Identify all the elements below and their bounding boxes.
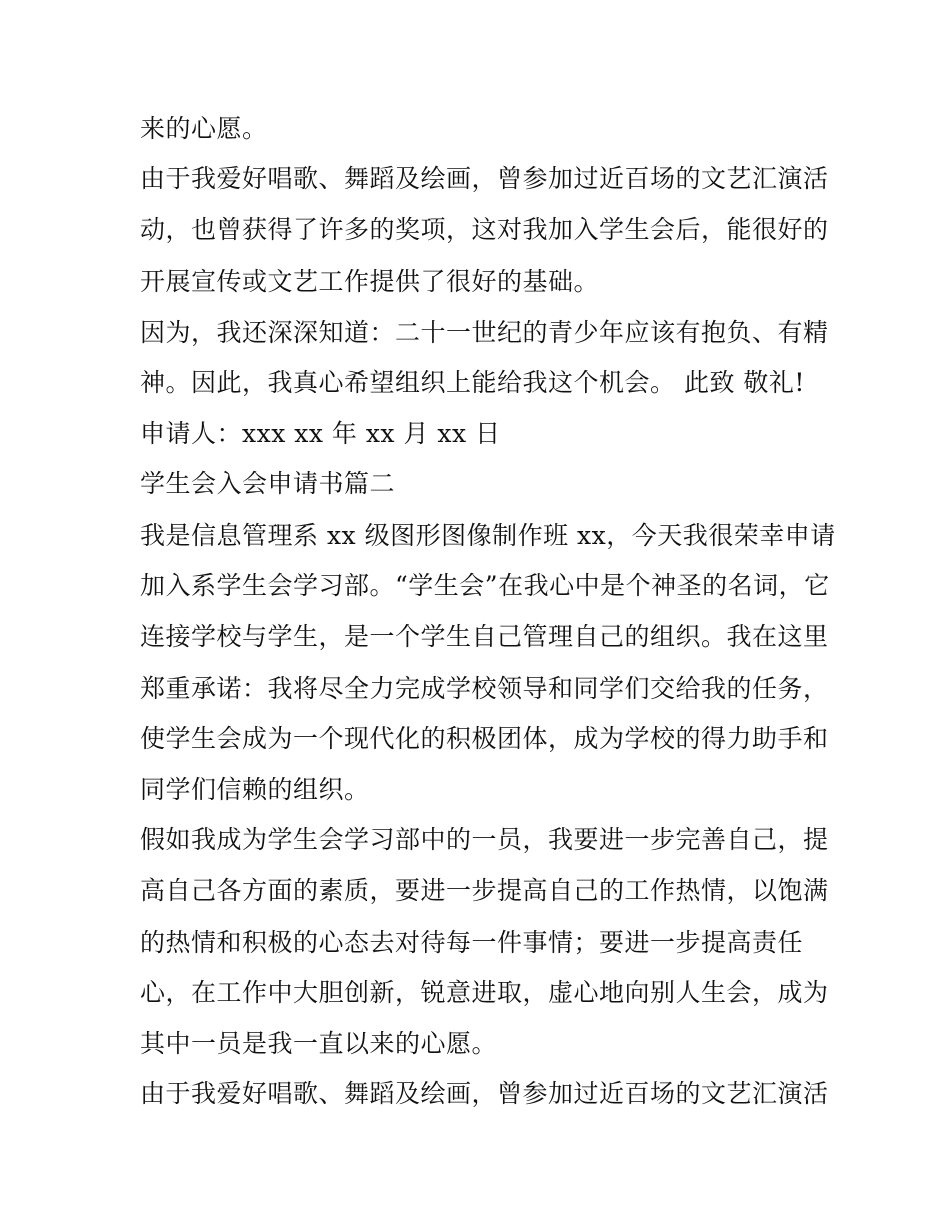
text-line: 郑重承诺：我将尽全力完成学校领导和同学们交给我的任务， xyxy=(140,674,829,703)
text-line: 其中一员是我一直以来的心愿。 xyxy=(140,1029,498,1058)
text-line: 加入系学生会学习部。“学生会”在我心中是个神圣的名词，它 xyxy=(140,571,830,600)
text-line: 动，也曾获得了许多的奖项，这对我加入学生会后，能很好的 xyxy=(140,215,829,244)
text-line: 连接学校与学生，是一个学生自己管理自己的组织。我在这里 xyxy=(140,622,829,651)
text-line: 我是信息管理系 xx 级图形图像制作班 xx，今天我很荣幸申请 xyxy=(140,521,836,550)
text-line: 申请人：xxx xx 年 xx 月 xx 日 xyxy=(140,419,501,448)
text-line: 假如我成为学生会学习部中的一员，我要进一步完善自己，提 xyxy=(140,825,829,854)
text-line: 心，在工作中大胆创新，锐意进取，虚心地向别人生会，成为 xyxy=(140,978,829,1007)
text-line: 由于我爱好唱歌、舞蹈及绘画，曾参加过近百场的文艺汇演活 xyxy=(140,164,829,193)
section-heading: 学生会入会申请书篇二 xyxy=(140,469,396,498)
text-line: 因为，我还深深知道：二十一世纪的青少年应该有抱负、有精 xyxy=(140,318,829,347)
text-line: 来的心愿。 xyxy=(140,114,268,143)
text-line: 的热情和积极的心态去对待每一件事情；要进一步提高责任 xyxy=(140,928,804,957)
text-line: 开展宣传或文艺工作提供了很好的基础。 xyxy=(140,267,600,296)
text-line: 神。因此，我真心希望组织上能给我这个机会。 此致 敬礼! xyxy=(140,368,805,397)
text-line: 同学们信赖的组织。 xyxy=(140,775,370,804)
text-line: 由于我爱好唱歌、舞蹈及绘画，曾参加过近百场的文艺汇演活 xyxy=(140,1079,829,1108)
text-line: 高自己各方面的素质，要进一步提高自己的工作热情，以饱满 xyxy=(140,876,829,905)
text-line: 使学生会成为一个现代化的积极团体，成为学校的得力助手和 xyxy=(140,724,829,753)
